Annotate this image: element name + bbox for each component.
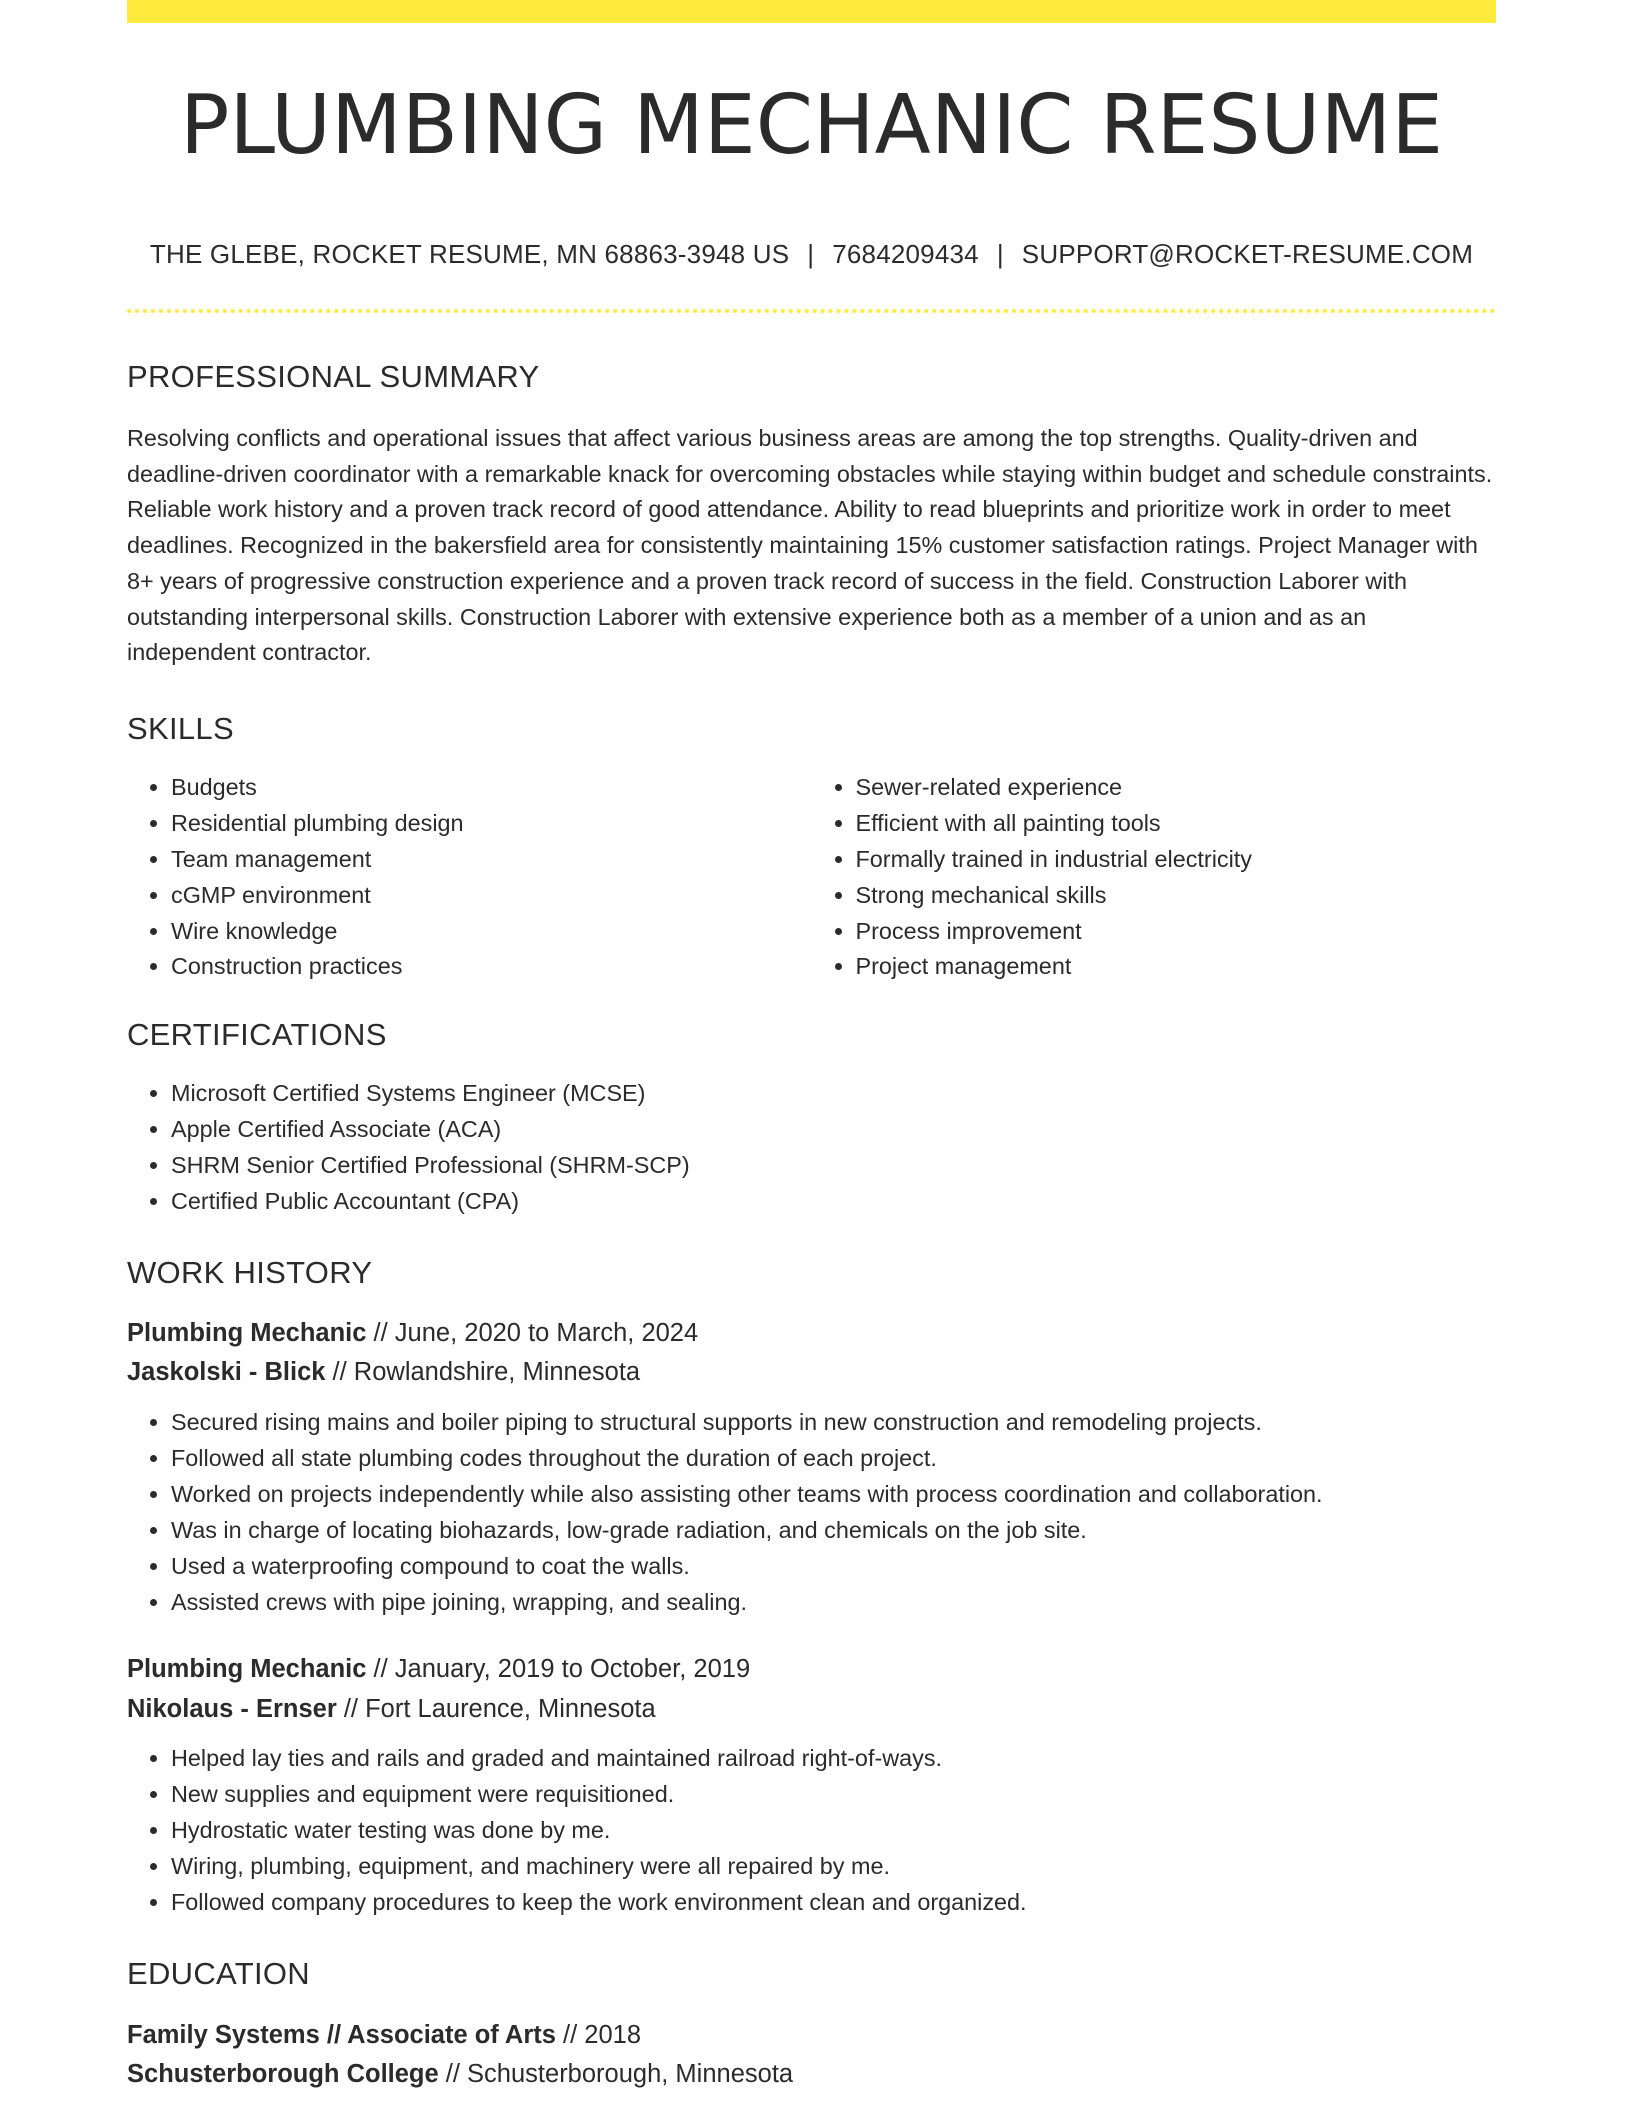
job-duty: • Secured rising mains and boiler piping to structural supports in new construction and remodeling projects. [171, 1405, 1496, 1441]
job-duty: • Followed company procedures to keep the work environment clean and organized. [171, 1885, 1496, 1921]
job-title: Plumbing Mechanic [127, 1655, 367, 1684]
skill-item: • Project management [856, 949, 1497, 985]
skills-list-right [812, 770, 1497, 985]
job-company: Nikolaus - Ernser [127, 1694, 337, 1723]
job-location: // Rowlandshire, Minnesota [332, 1358, 641, 1387]
skill-item: • Strong mechanical skills [856, 878, 1497, 914]
job-duty: • Worked on projects independently while also assisting other teams with process coordination and collaboration. [171, 1477, 1496, 1513]
contact-line [127, 239, 1496, 270]
education-school-line [127, 2055, 1496, 2095]
education-degree: Family Systems // Associate of Arts [127, 2020, 556, 2049]
education-heading: EDUCATION [127, 1955, 310, 1991]
job-dates: // June, 2020 to March, 2024 [373, 1318, 699, 1347]
job-location: // Fort Laurence, Minnesota [343, 1694, 656, 1723]
certifications-list [127, 1076, 1496, 1220]
job-duty: • Assisted crews with pipe joining, wrapping, and sealing. [171, 1585, 1496, 1621]
education-degree-line [127, 2016, 1496, 2056]
job-company-line [127, 1690, 1496, 1730]
education-location: // Schusterborough, Minnesota [445, 2060, 794, 2089]
skill-item: • Sewer-related experience [856, 770, 1497, 806]
skill-item: • cGMP environment [171, 878, 812, 914]
skill-item: • Formally trained in industrial electricity [856, 842, 1497, 878]
skills-heading: SKILLS [127, 710, 234, 746]
contact-separator: | [996, 239, 1004, 269]
job-duty: • Wiring, plumbing, equipment, and machinery were all repaired by me. [171, 1849, 1496, 1885]
header-divider [127, 309, 1496, 313]
job-duty: • Helped lay ties and rails and graded and maintained railroad right-of-ways. [171, 1741, 1496, 1777]
job-duty: • Followed all state plumbing codes throughout the duration of each project. [171, 1441, 1496, 1477]
work-history-heading: WORK HISTORY [127, 1254, 373, 1290]
education-entry [127, 2016, 1496, 2095]
skill-item: • Budgets [171, 770, 812, 806]
resume-page [127, 0, 1496, 2095]
summary-text: Resolving conflicts and operational issues that affect various business areas are among the top strengths. Quality-driven and deadline-driven coordinator with a remarkable knack for overcoming obstacles while staying within budget and schedule constraints. Reliable work history and a proven track record of good attendance. Ability to read blueprints and prioritize work in order to meet deadlines. Recognized in the bakersfield area for consistently maintaining 15% customer satisfaction ratings. Project Manager with 8+ years of progressive construction experience and a proven track record of success in the field. Construction Laborer with outstanding interpersonal skills. Construction Laborer with extensive experience both as a member of a union and as an independent contractor. [127, 425, 1493, 666]
certification-item: • SHRM Senior Certified Professional (SHRM-SCP) [171, 1148, 1496, 1184]
skills-list-left [127, 770, 812, 985]
education-school: Schusterborough College [127, 2060, 439, 2089]
job-duties-list [127, 1741, 1496, 1921]
job-company-line [127, 1353, 1496, 1393]
summary-heading: PROFESSIONAL SUMMARY [127, 359, 540, 394]
job-duty: • New supplies and equipment were requisitioned. [171, 1777, 1496, 1813]
job-duty: • Used a waterproofing compound to coat the walls. [171, 1549, 1496, 1585]
contact-address: THE GLEBE, ROCKET RESUME, MN 68863-3948 US [149, 239, 790, 269]
job-company: Jaskolski - Blick [127, 1358, 326, 1387]
education-year: // 2018 [563, 2020, 642, 2049]
certification-item: • Apple Certified Associate (ACA) [171, 1112, 1496, 1148]
certification-item: • Microsoft Certified Systems Engineer (MCSE) [171, 1076, 1496, 1112]
contact-separator: | [807, 239, 815, 269]
job-title-line [127, 1314, 1496, 1354]
job-title: Plumbing Mechanic [127, 1318, 367, 1347]
top-accent-bar [127, 0, 1496, 23]
contact-phone: 7684209434 [832, 239, 979, 269]
skill-item: • Wire knowledge [171, 914, 812, 950]
job-duty: • Hydrostatic water testing was done by me. [171, 1813, 1496, 1849]
job-entry [127, 1314, 1496, 1620]
skill-item: • Team management [171, 842, 812, 878]
job-duties-list [127, 1405, 1496, 1620]
certifications-heading: CERTIFICATIONS [127, 1017, 387, 1053]
job-duty: • Was in charge of locating biohazards, low-grade radiation, and chemicals on the job site. [171, 1513, 1496, 1549]
resume-title: PLUMBING MECHANIC RESUME [179, 78, 1444, 173]
skill-item: • Efficient with all painting tools [856, 806, 1497, 842]
skill-item: • Residential plumbing design [171, 806, 812, 842]
job-title-line [127, 1650, 1496, 1690]
certification-item: • Certified Public Accountant (CPA) [171, 1184, 1496, 1220]
job-entry [127, 1650, 1496, 1921]
contact-email: SUPPORT@ROCKET-RESUME.COM [1021, 239, 1474, 269]
job-dates: // January, 2019 to October, 2019 [373, 1655, 751, 1684]
skill-item: • Construction practices [171, 949, 812, 985]
skill-item: • Process improvement [856, 914, 1497, 950]
skills-columns [127, 770, 1496, 985]
